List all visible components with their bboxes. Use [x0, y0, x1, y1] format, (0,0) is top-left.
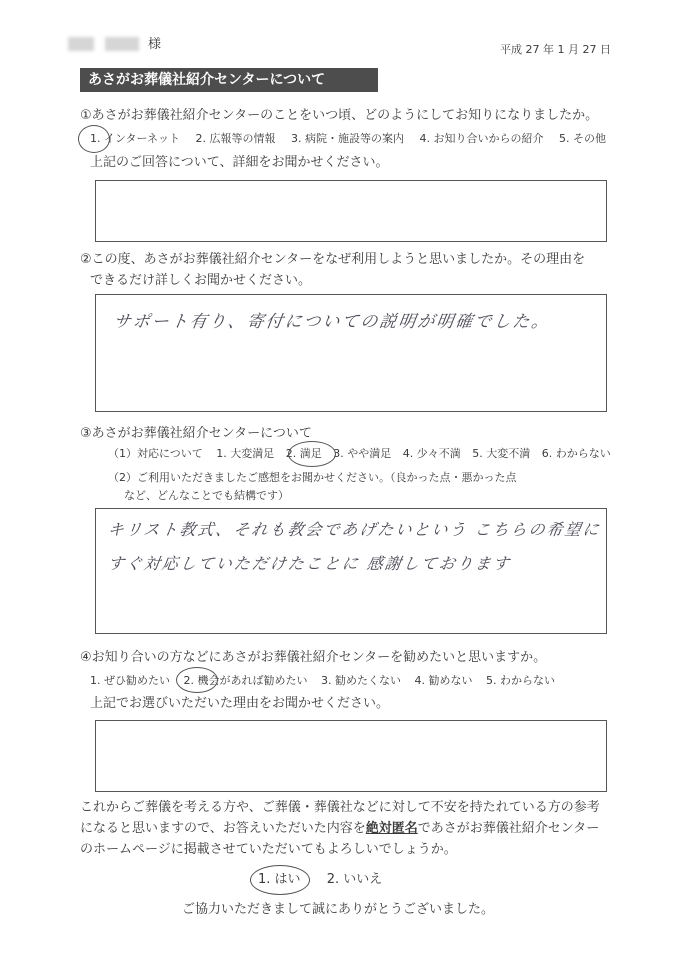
q4-option-3[interactable]: 3. 勧めたくない [321, 674, 401, 687]
q3-sub2-line2: など、どんなことでも結構です） [124, 489, 289, 502]
q2-question-line1: ②この度、あさがお葬儀社紹介センターをなぜ利用しようと思いましたか。その理由を [80, 252, 586, 267]
q3-option-4[interactable]: 4. 少々不満 [402, 447, 461, 460]
form-date: 平成 27 年 1 月 27 日 [500, 43, 611, 56]
q3-answer-line1: キリスト教式、それも教会であげたいという こちらの希望に [106, 520, 602, 539]
q4-options [90, 673, 555, 689]
q3-sub2-line1: （2）ご利用いただきましたご感想をお聞かせください。（良かった点・悪かった点 [108, 471, 517, 484]
q2-question-line2: できるだけ詳しくお聞かせください。 [90, 273, 312, 288]
q3-answer-line2: すぐ対応していただけたことに 感謝しております [106, 554, 513, 573]
q1-options [90, 131, 606, 147]
q1-option-4[interactable]: 4. お知り合いからの紹介 [419, 132, 544, 145]
q3-question: ③あさがお葬儀社紹介センターについて [80, 426, 312, 441]
redacted-name-2 [105, 37, 139, 51]
consent-option-no[interactable]: 2. いいえ [326, 872, 383, 887]
q1-question: ①あさがお葬儀社紹介センターのことをいつ頃、どのようにしてお知りになりましたか。 [80, 108, 599, 123]
q3-option-1[interactable]: 1. 大変満足 [216, 447, 275, 460]
q3-option-3[interactable]: 3. やや満足 [333, 447, 392, 460]
q3-selection-circle [285, 441, 336, 467]
consent-selection-circle [250, 865, 310, 895]
consent-line3: のホームページに掲載させていただいてもよろしいでしょうか。 [80, 842, 457, 857]
consent-option-yes[interactable]: 1. はい [258, 872, 301, 887]
q4-option-1[interactable]: 1. ぜひ勧めたい [90, 674, 170, 687]
q3-option-5[interactable]: 5. 大変不満 [472, 447, 531, 460]
q1-option-3[interactable]: 3. 病院・施設等の案内 [291, 132, 405, 145]
q1-selection-circle [78, 125, 110, 153]
q4-followup: 上記でお選びいただいた理由をお聞かせください。 [90, 696, 390, 711]
q1-option-1[interactable]: 1. インターネット [90, 132, 181, 145]
q4-selection-circle [176, 667, 218, 693]
consent-line2 [80, 819, 599, 839]
q4-option-4[interactable]: 4. 勧めない [414, 674, 473, 687]
q1-followup: 上記のご回答について、詳細をお聞かせください。 [90, 155, 389, 170]
section-title: あさがお葬儀社紹介センターについて [80, 68, 378, 92]
q2-answer-box[interactable] [95, 294, 607, 412]
q4-option-2[interactable]: 2. 機会があれば勧めたい [183, 674, 308, 687]
redacted-name-1 [68, 37, 94, 51]
consent-line1: これからご葬儀を考える方や、ご葬儀・葬儀社などに対して不安を持たれている方の参考 [80, 800, 600, 815]
q3-sub1-row [108, 446, 611, 462]
q1-answer-box[interactable] [95, 180, 607, 242]
q1-option-2[interactable]: 2. 広報等の情報 [195, 132, 276, 145]
q2-answer-text: サポート有り、寄付についての説明が明確でした。 [112, 312, 552, 332]
consent-line2-end: であさがお葬儀社紹介センター [417, 821, 600, 836]
q1-option-5[interactable]: 5. その他 [559, 132, 607, 145]
q3-option-2[interactable]: 2. 満足 [285, 447, 322, 460]
honorific: 様 [148, 37, 162, 52]
q4-answer-box[interactable] [95, 720, 607, 792]
consent-anonymous: 絶対匿名 [365, 821, 418, 836]
q3-answer-box[interactable] [95, 508, 607, 634]
q4-option-5[interactable]: 5. わからない [486, 674, 555, 687]
q3-sub1-label: （1）対応について [108, 447, 203, 460]
thanks-text: ご協力いただきまして誠にありがとうございました。 [182, 902, 495, 917]
q3-option-6[interactable]: 6. わからない [541, 447, 611, 460]
q4-question: ④お知り合いの方などにあさがお葬儀社紹介センターを勧めたいと思いますか。 [80, 650, 547, 665]
consent-line2-start: になると思いますので、お答えいただいた内容を [80, 821, 366, 836]
